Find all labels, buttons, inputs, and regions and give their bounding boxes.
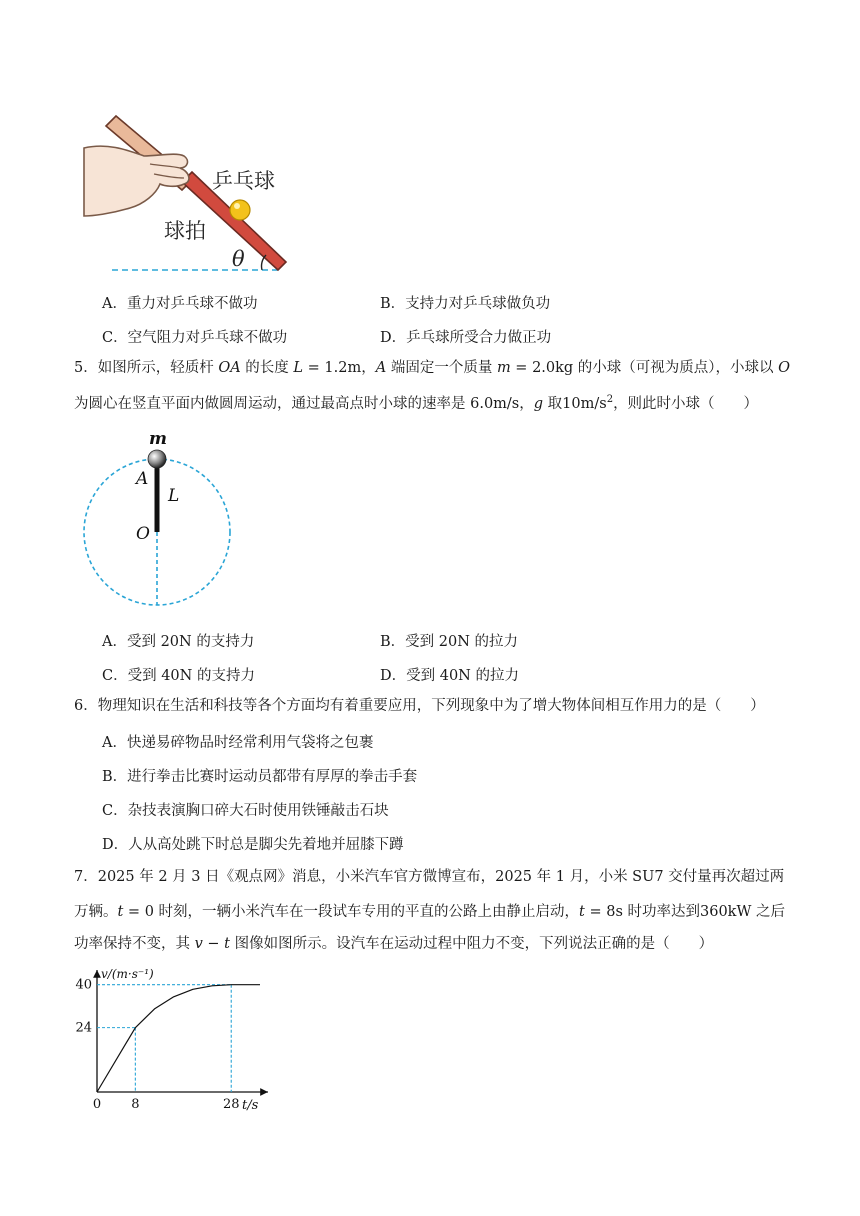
q5-text: = 2.0kg 的小球（可视为质点），小球以 <box>510 360 779 376</box>
label-theta: θ <box>232 247 245 271</box>
q5-stem-line2 <box>74 390 758 414</box>
q7-text: 万辆。 <box>74 904 118 920</box>
x-axis-label: t/s <box>242 1098 259 1113</box>
label-paddle: 球拍 <box>164 219 206 243</box>
x-tick-label-28: 28 <box>222 1097 240 1112</box>
x-tick-label-0: 0 <box>92 1097 102 1112</box>
q7-text: 功率保持不变，其 <box>74 936 195 952</box>
q4-option-a: A．重力对乒乓球不做功 <box>102 296 258 312</box>
x-tick-label-8: 8 <box>131 1097 140 1112</box>
y-tick-label-24: 24 <box>75 1020 92 1036</box>
label-ping-pong: 乒乓球 <box>212 169 275 193</box>
q6-option-a: A．快递易碎物品时经常利用气袋将之包裹 <box>102 735 374 751</box>
q5-option-b: B．受到 20N 的拉力 <box>380 634 519 650</box>
q5-option-c: C．受到 40N 的支持力 <box>102 668 255 684</box>
q7-stem-line3 <box>74 934 713 954</box>
fig-label-l: L <box>168 486 180 506</box>
q6-stem: 6．物理知识在生活和科技等各个方面均有着重要应用，下列现象中为了增大物体间相互作用力的是（ ） <box>74 698 765 714</box>
circle-rod-figure <box>78 428 248 610</box>
q6-option-d: D．人从高处跳下时总是脚尖先着地并屈膝下蹲 <box>102 837 404 853</box>
q7-var-vt: v − t <box>194 936 230 952</box>
q7-text: = 8s 时功率达到360kW 之后 <box>584 904 785 920</box>
q5-var-o: O <box>778 360 791 376</box>
paddle-figure <box>80 112 300 277</box>
ping-pong-ball-icon <box>230 200 250 220</box>
vt-chart <box>70 964 280 1116</box>
q5-option-d: D．受到 40N 的拉力 <box>380 668 519 684</box>
q5-text: 端固定一个质量 <box>386 360 497 376</box>
hand-shape <box>84 146 189 216</box>
q5-var-oa: OA <box>218 360 241 376</box>
q4-option-b: B．支持力对乒乓球做负功 <box>380 296 551 312</box>
q4-option-c: C．空气阻力对乒乓球不做功 <box>102 330 288 346</box>
ball-highlight <box>234 203 240 209</box>
q7-stem-line1: 7．2025 年 2 月 3 日《观点网》消息，小米汽车官方微博宣布，2025 年 1 月，小米 SU7 交付量再次超过两 <box>74 869 785 885</box>
rod-oa <box>155 462 160 532</box>
y-tick-label-40: 40 <box>75 977 92 993</box>
ball-mass-icon <box>148 450 166 468</box>
q7-text: = 0 时刻，一辆小米汽车在一段试车专用的平直的公路上由静止启动， <box>123 904 580 920</box>
q5-text: 的长度 <box>240 360 294 376</box>
q5-var-g: g <box>533 395 544 412</box>
q6-option-b: B．进行拳击比赛时运动员都带有厚厚的拳击手套 <box>102 769 418 785</box>
q4-option-d: D．乒乓球所受合力做正功 <box>380 330 552 346</box>
fig-label-a: A <box>136 469 149 489</box>
q5-superscript: 2 <box>606 394 614 405</box>
fig-label-o: O <box>136 524 150 544</box>
y-axis-label: v/(m·s⁻¹) <box>101 967 154 981</box>
q7-var-t: t <box>579 904 585 920</box>
q5-stem-line1 <box>74 358 790 378</box>
q5-text: 5．如图所示，轻质杆 <box>74 360 219 376</box>
fig-label-m: m <box>149 429 167 449</box>
series-line <box>97 985 260 1092</box>
q5-text: ，则此时小球（ ） <box>613 395 759 412</box>
q6-option-c: C．杂技表演胸口碎大石时使用铁锤敲击石块 <box>102 803 389 819</box>
q7-text: 图像如图所示。设汽车在运动过程中阻力不变，下列说法正确的是（ ） <box>230 936 714 952</box>
q5-var-a: A <box>375 360 387 376</box>
q5-text: 为圆心在竖直平面内做圆周运动，通过最高点时小球的速率是 6.0m/s， <box>74 395 534 412</box>
q7-stem-line2 <box>74 902 785 922</box>
q5-text: 取10m/s <box>543 395 607 412</box>
q5-text: = 1.2m， <box>303 360 376 376</box>
q5-var-l: L <box>293 360 304 376</box>
q7-var-t: t <box>117 904 124 920</box>
q5-var-m: m <box>496 360 511 376</box>
q5-option-a: A．受到 20N 的支持力 <box>102 634 255 650</box>
